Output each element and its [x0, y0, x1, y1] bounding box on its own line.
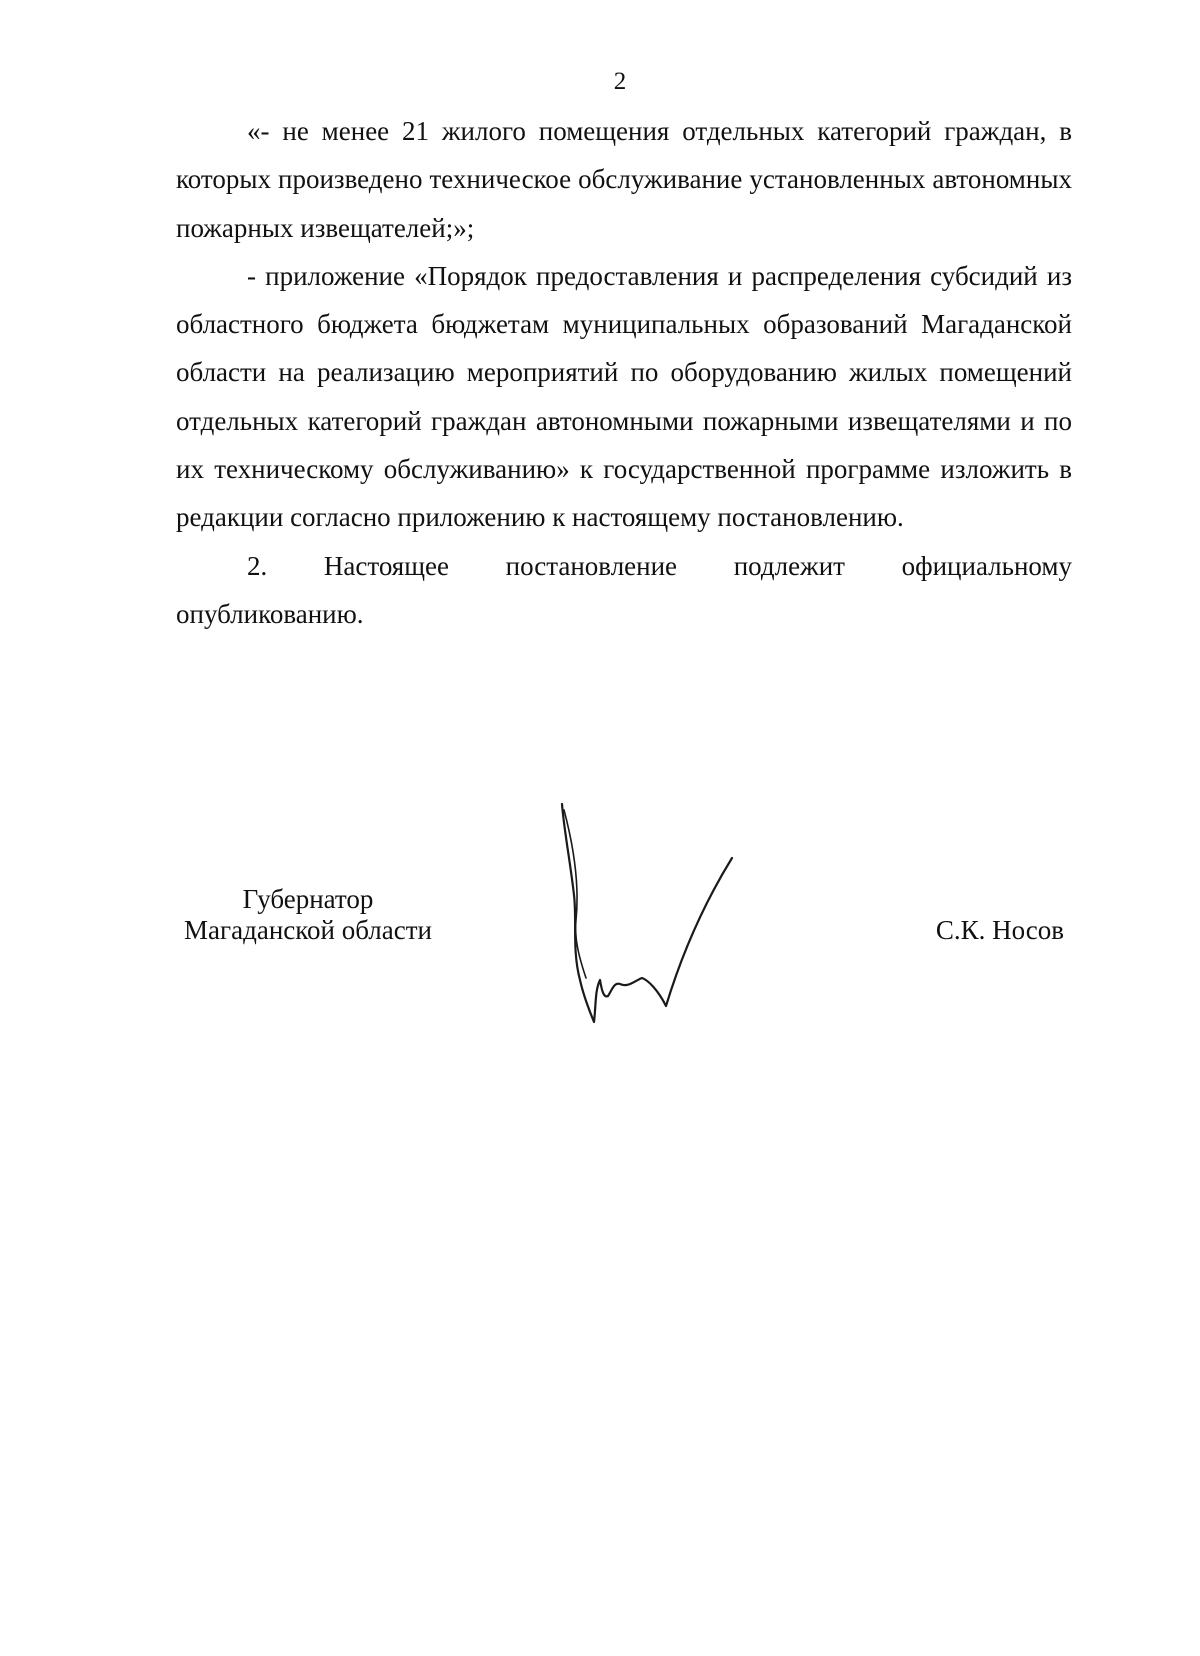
paragraph-publication-end: опубликованию. — [176, 598, 364, 629]
handwritten-signature — [550, 800, 760, 1030]
paragraph-appendix: - приложение «Порядок предоставления и распределения субсидий из областного бюджета бюджетам муниципальных образований Магаданской области на реализацию мероприятий по оборудованию жилых помещений отдельных категорий граждан автономными пожарными извещателями и по их техническому обслуживанию» к государственной программе изложить в редакции согласно приложению к настоящему постановлению. — [176, 260, 1072, 533]
signatory-name: С.К. Носов — [935, 915, 1064, 945]
signatory-title — [176, 884, 440, 946]
signatory-title-line1: Губернатор — [242, 884, 374, 914]
paragraph-publication: 2. Настоящее постановление подлежит официальному — [247, 550, 1072, 581]
document-body — [176, 107, 1072, 638]
page-number: 2 — [613, 68, 627, 95]
paragraph-indicator: «- не менее 21 жилого помещения отдельных категорий граждан, в которых произведено техническое обслуживание установленных автономных пожарных извещателей;»; — [176, 116, 1072, 243]
signatory-title-line2: Магаданской области — [184, 915, 432, 945]
